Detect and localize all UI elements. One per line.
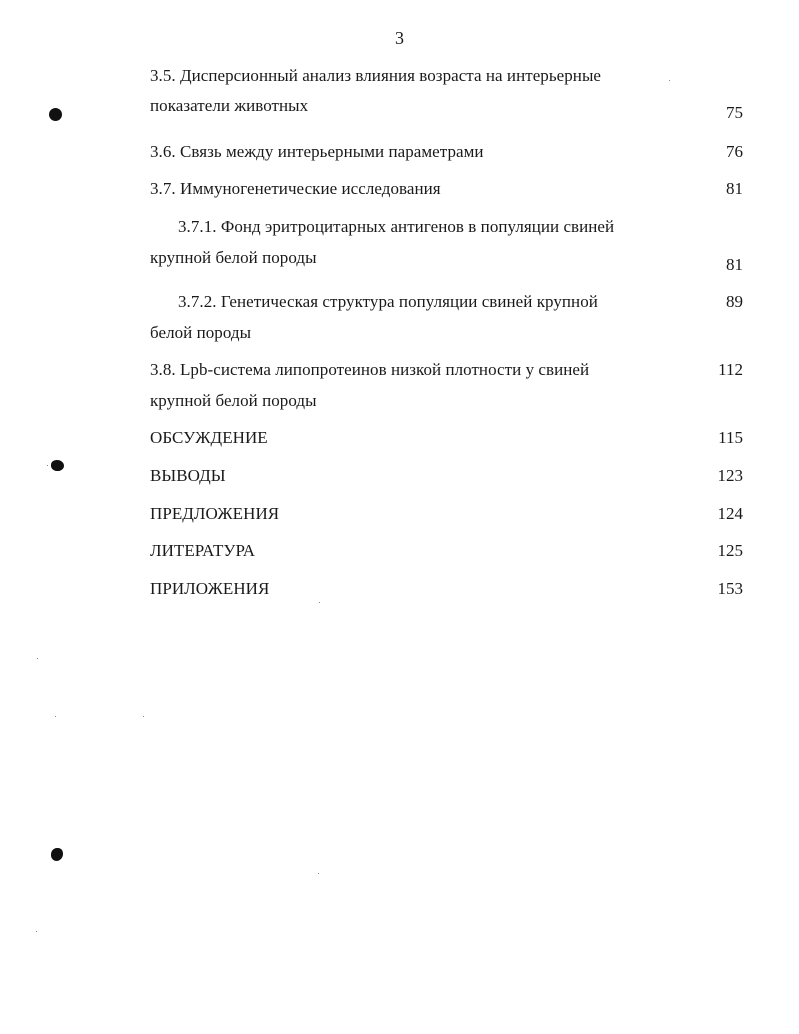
scan-speck — [319, 602, 320, 603]
toc-entry-3-7-1-page: 81 — [726, 255, 743, 274]
page-number: 3 — [395, 28, 404, 48]
scan-speck — [669, 80, 670, 81]
scan-speck — [55, 716, 56, 717]
toc-entry-3-8-line-1: 3.8. Lpb-система липопротеинов низкой плотности у свиней — [150, 360, 590, 379]
toc-entry-proposals: ПРЕДЛОЖЕНИЯ — [150, 504, 280, 523]
toc-entry-discussion-page: 115 — [718, 428, 743, 447]
scan-speck — [47, 465, 48, 466]
toc-entry-proposals-page: 124 — [717, 504, 743, 523]
scan-speck — [36, 931, 37, 932]
toc-entry-3-5-line-1: 3.5. Дисперсионный анализ влияния возраста на интерьерные — [150, 66, 602, 85]
toc-entry-conclusions: ВЫВОДЫ — [150, 466, 226, 485]
toc-entry-appendices-page: 153 — [717, 579, 743, 598]
toc-entry-discussion: ОБСУЖДЕНИЕ — [150, 428, 268, 447]
toc-entry-3-7-page: 81 — [726, 179, 743, 198]
toc-entry-3-8-line-2: крупной белой породы — [150, 391, 317, 410]
toc-entry-3-7-1-line-2: крупной белой породы — [150, 248, 317, 267]
toc-entry-3-7-1-line-1: 3.7.1. Фонд эритроцитарных антигенов в популяции свиней — [178, 217, 615, 236]
toc-entry-3-7-line-1: 3.7. Иммуногенетические исследования — [150, 179, 441, 198]
toc-entry-3-7-2-page: 89 — [726, 292, 743, 311]
toc-entry-3-7-2-line-2: белой породы — [150, 323, 252, 342]
punch-hole-middle — [51, 460, 64, 471]
scan-speck — [318, 873, 319, 874]
scan-speck — [37, 658, 38, 659]
toc-entry-conclusions-page: 123 — [717, 466, 743, 485]
toc-entry-3-5-page: 75 — [726, 103, 743, 122]
toc-entry-literature-page: 125 — [717, 541, 743, 560]
punch-hole-top — [49, 108, 62, 121]
toc-entry-3-5-line-2: показатели животных — [150, 96, 309, 115]
toc-entry-3-6-line-1: 3.6. Связь между интерьерными параметрами — [150, 142, 484, 161]
toc-entry-3-7-2-line-1: 3.7.2. Генетическая структура популяции свиней крупной — [178, 292, 598, 311]
toc-entry-3-8-page: 112 — [718, 360, 743, 379]
scan-speck — [143, 716, 144, 717]
toc-entry-3-6-page: 76 — [726, 142, 743, 161]
toc-entry-literature: ЛИТЕРАТУРА — [150, 541, 256, 560]
toc-entry-appendices: ПРИЛОЖЕНИЯ — [150, 579, 270, 598]
